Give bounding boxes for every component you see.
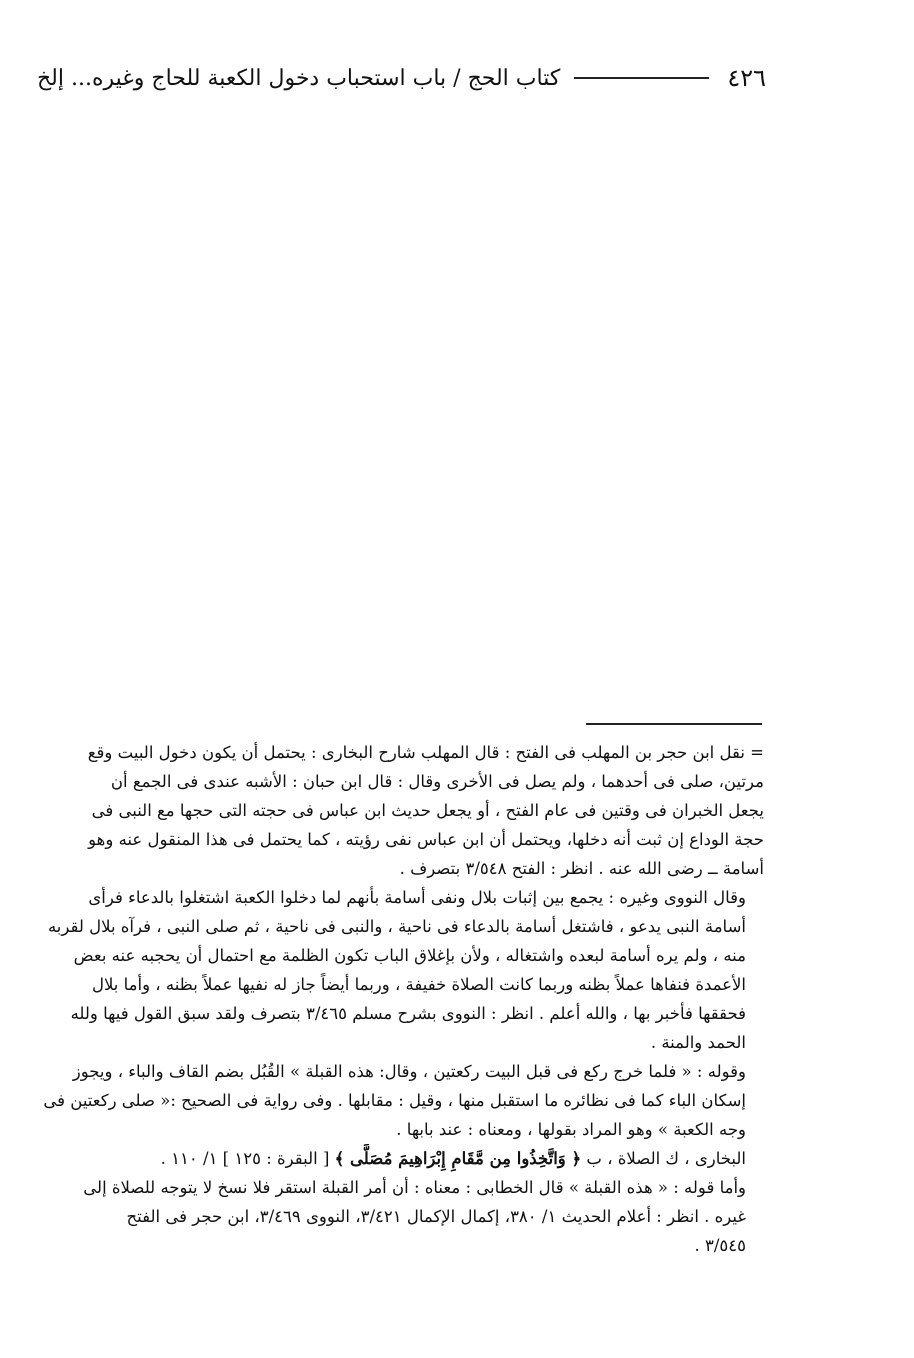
footnote-line: حجة الوداع إن ثبت أنه دخلها، ويحتمل أن ابن عباس نفى رؤيته ، كما يحتمل فى هذا المنقول عنه وهو [88, 830, 764, 849]
footnote-paragraph [24, 883, 764, 1057]
footnote-line: أسامة ــ رضى الله عنه . انظر : الفتح ٣/٥٤٨ بتصرف . [399, 859, 764, 878]
footnote-line: فحققها فأخبر بها ، والله أعلم . انظر : النووى بشرح مسلم ٣/٤٦٥ بتصرف ولقد سبق القول فيها ولله [70, 1004, 746, 1023]
footnote-line: الحمد والمنة . [650, 1033, 746, 1052]
footnote-line: مرتين، صلى فى أحدهما ، ولم يصل فى الأخرى وقال : قال ابن حبان : الأشبه عندى فى الجمع أن [110, 772, 764, 791]
footnote-line: وجه الكعبة » وهو المراد بقولها ، ومعناه : عند بابها . [396, 1120, 746, 1139]
header-divider [574, 77, 709, 79]
footnote-line: وقال النووى وغيره : يجمع بين إثبات بلال ونفى أسامة بأنهم لما دخلوا الكعبة اشتغلوا بالدعاء فرأى [88, 888, 746, 907]
footnote-line: إسكان الباء كما فى نظائره ما استقبل منها ، وقيل : مقابلها . وفى رواية فى الصحيح :« صلى ركعتين فى [43, 1091, 746, 1110]
running-title: كتاب الحج / باب استحباب دخول الكعبة للحاج وغيره... إلخ [36, 65, 561, 91]
footnote-line: ٣/٥٤٥ . [694, 1236, 746, 1255]
footnote-line: وأما قوله : « هذه القبلة » قال الخطابى : معناه : أن أمر القبلة استقر فلا نسخ لا يتوجه للصلاة إلى [83, 1178, 746, 1197]
page-header [28, 58, 766, 98]
footnote-line: الأعمدة فنفاها عملاً بظنه وربما كانت الصلاة خفيفة ، وربما أيضاً جاز له نفيها عملاً بظنه ، وأما بلال [91, 975, 746, 994]
footnote-paragraph [24, 1173, 764, 1260]
footnote-line: غيره . انظر : أعلام الحديث ١/ ٣٨٠، إكمال الإكمال ٣/٤٢١، النووى ٣/٤٦٩، ابن حجر فى الفتح [126, 1207, 746, 1226]
footnotes-section [24, 738, 764, 1260]
footnote-paragraph [24, 738, 764, 883]
footnote-line: منه ، ولم يره أسامة لبعده واشتغاله ، ولأن بإغلاق الباب تكون الظلمة مع احتمال أن يحجبه عنه بعض [73, 946, 746, 965]
footnote-line [24, 1144, 764, 1173]
footnote-line: = نقل ابن حجر بن المهلب فى الفتح : قال المهلب شارح البخارى : يحتمل أن يكون دخول البيت وقع [87, 743, 764, 762]
footnote-line: أسامة النبى يدعو ، فاشتغل أسامة بالدعاء فى ناحية ، والنبى فى ناحية ، ثم صلى النبى ، فرآه بلال لقربه [47, 917, 746, 936]
quran-verse: ﴿ وَاتَّخِذُوا مِن مَّقَامِ إِبْرَاهِيمَ مُصَلًّى ﴾ [334, 1149, 582, 1168]
page-number: ٤٢٦ [727, 64, 766, 92]
footnote-separator [586, 723, 762, 725]
footnote-paragraph [24, 1144, 764, 1173]
citation-suffix: [ البقرة : ١٢٥ ] ١/ ١١٠ . [160, 1149, 330, 1168]
citation-prefix: البخارى ، ك الصلاة ، ب [586, 1149, 746, 1168]
footnote-line: يجعل الخبران فى وقتين فى عام الفتح ، أو يجعل حديث ابن عباس فى حجته التى حجها مع النبى فى [91, 801, 764, 820]
footnote-line: وقوله : « فلما خرج ركع فى قبل البيت ركعتين ، وقال: هذه القبلة » القُبُل بضم القاف والباء ، ويجوز [72, 1062, 746, 1081]
footnote-paragraph [24, 1057, 764, 1144]
